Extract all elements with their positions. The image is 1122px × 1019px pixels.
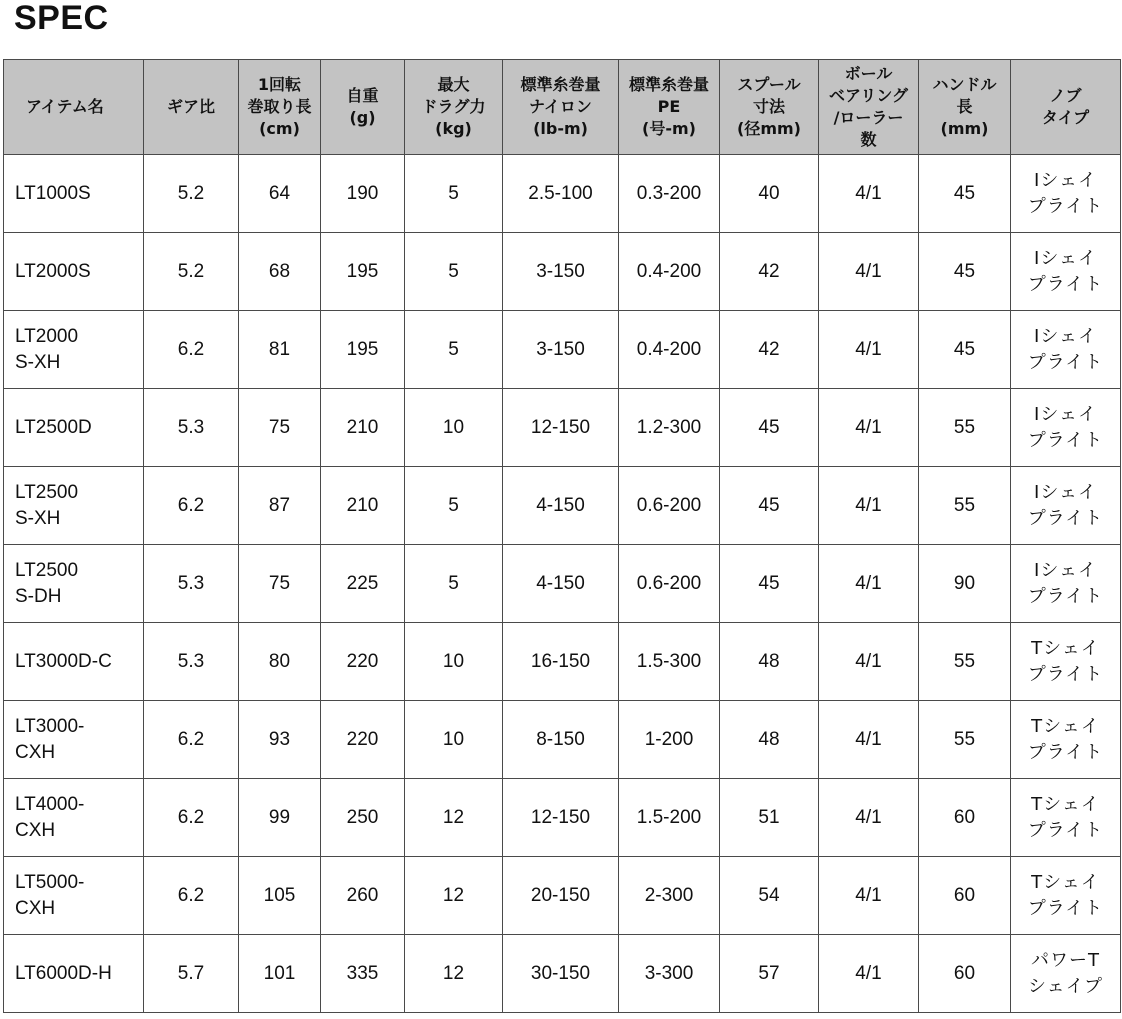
cell-knob-type: Iシェイ プライト <box>1011 155 1121 233</box>
cell-weight: 260 <box>321 857 405 935</box>
cell-spool-size: 45 <box>720 467 819 545</box>
cell-gear-ratio: 5.2 <box>144 155 239 233</box>
cell-max-drag: 5 <box>405 233 503 311</box>
cell-nylon-capacity: 20-150 <box>503 857 619 935</box>
cell-bearings: 4/1 <box>819 701 919 779</box>
cell-retrieve-length: 68 <box>239 233 321 311</box>
cell-knob-type: Iシェイ プライト <box>1011 233 1121 311</box>
spec-table <box>3 59 1121 1013</box>
cell-spool-size: 45 <box>720 389 819 467</box>
cell-retrieve-length: 101 <box>239 935 321 1013</box>
table-row <box>4 701 1121 779</box>
cell-max-drag: 10 <box>405 389 503 467</box>
table-row <box>4 857 1121 935</box>
cell-knob-type: Tシェイ プライト <box>1011 779 1121 857</box>
cell-retrieve-length: 99 <box>239 779 321 857</box>
cell-retrieve-length: 87 <box>239 467 321 545</box>
cell-max-drag: 5 <box>405 467 503 545</box>
cell-nylon-capacity: 12-150 <box>503 389 619 467</box>
table-row <box>4 545 1121 623</box>
cell-gear-ratio: 5.7 <box>144 935 239 1013</box>
cell-gear-ratio: 5.3 <box>144 623 239 701</box>
cell-max-drag: 5 <box>405 311 503 389</box>
cell-retrieve-length: 64 <box>239 155 321 233</box>
cell-pe-capacity: 1-200 <box>619 701 720 779</box>
cell-weight: 195 <box>321 311 405 389</box>
cell-retrieve-length: 105 <box>239 857 321 935</box>
col-pe-capacity-header: 標準糸巻量 PE (号-m) <box>619 60 720 155</box>
cell-bearings: 4/1 <box>819 233 919 311</box>
table-row <box>4 779 1121 857</box>
cell-spool-size: 57 <box>720 935 819 1013</box>
cell-weight: 250 <box>321 779 405 857</box>
cell-gear-ratio: 6.2 <box>144 311 239 389</box>
col-bearings-header: ボール ベアリング /ローラー 数 <box>819 60 919 155</box>
col-retrieve-length-header: 1回転 巻取り長 (cm) <box>239 60 321 155</box>
cell-bearings: 4/1 <box>819 623 919 701</box>
cell-bearings: 4/1 <box>819 389 919 467</box>
cell-weight: 210 <box>321 389 405 467</box>
cell-bearings: 4/1 <box>819 857 919 935</box>
cell-knob-type: Iシェイ プライト <box>1011 467 1121 545</box>
cell-knob-type: パワーT シェイプ <box>1011 935 1121 1013</box>
cell-item-name: LT2000 S-XH <box>4 311 144 389</box>
cell-pe-capacity: 0.4-200 <box>619 311 720 389</box>
cell-gear-ratio: 6.2 <box>144 857 239 935</box>
table-row <box>4 467 1121 545</box>
col-knob-type-header: ノブ タイプ <box>1011 60 1121 155</box>
cell-pe-capacity: 0.6-200 <box>619 467 720 545</box>
cell-spool-size: 48 <box>720 701 819 779</box>
cell-retrieve-length: 80 <box>239 623 321 701</box>
cell-gear-ratio: 6.2 <box>144 467 239 545</box>
cell-pe-capacity: 1.5-200 <box>619 779 720 857</box>
cell-item-name: LT2500 S-XH <box>4 467 144 545</box>
cell-spool-size: 40 <box>720 155 819 233</box>
cell-nylon-capacity: 8-150 <box>503 701 619 779</box>
cell-retrieve-length: 75 <box>239 545 321 623</box>
table-row <box>4 623 1121 701</box>
cell-gear-ratio: 6.2 <box>144 779 239 857</box>
col-spool-size-header: スプール 寸法 (径mm) <box>720 60 819 155</box>
cell-weight: 335 <box>321 935 405 1013</box>
table-row <box>4 935 1121 1013</box>
table-row <box>4 389 1121 467</box>
cell-handle-length: 60 <box>919 935 1011 1013</box>
cell-pe-capacity: 0.6-200 <box>619 545 720 623</box>
cell-gear-ratio: 5.3 <box>144 545 239 623</box>
cell-handle-length: 55 <box>919 389 1011 467</box>
cell-bearings: 4/1 <box>819 545 919 623</box>
cell-knob-type: Iシェイ プライト <box>1011 311 1121 389</box>
cell-spool-size: 54 <box>720 857 819 935</box>
cell-max-drag: 10 <box>405 623 503 701</box>
col-nylon-capacity-header: 標準糸巻量 ナイロン (lb-m) <box>503 60 619 155</box>
cell-pe-capacity: 1.5-300 <box>619 623 720 701</box>
cell-max-drag: 10 <box>405 701 503 779</box>
cell-item-name: LT5000- CXH <box>4 857 144 935</box>
cell-gear-ratio: 6.2 <box>144 701 239 779</box>
cell-item-name: LT2500D <box>4 389 144 467</box>
cell-handle-length: 45 <box>919 155 1011 233</box>
table-row <box>4 155 1121 233</box>
col-item-name-header: アイテム名 <box>4 60 144 155</box>
cell-max-drag: 5 <box>405 545 503 623</box>
cell-max-drag: 12 <box>405 935 503 1013</box>
cell-spool-size: 45 <box>720 545 819 623</box>
cell-weight: 220 <box>321 623 405 701</box>
cell-item-name: LT1000S <box>4 155 144 233</box>
table-row <box>4 233 1121 311</box>
cell-bearings: 4/1 <box>819 467 919 545</box>
cell-item-name: LT2500 S-DH <box>4 545 144 623</box>
cell-item-name: LT6000D-H <box>4 935 144 1013</box>
cell-handle-length: 60 <box>919 779 1011 857</box>
table-row <box>4 311 1121 389</box>
cell-weight: 210 <box>321 467 405 545</box>
cell-pe-capacity: 0.3-200 <box>619 155 720 233</box>
cell-spool-size: 42 <box>720 311 819 389</box>
cell-spool-size: 51 <box>720 779 819 857</box>
cell-retrieve-length: 75 <box>239 389 321 467</box>
cell-handle-length: 45 <box>919 233 1011 311</box>
cell-nylon-capacity: 4-150 <box>503 467 619 545</box>
cell-nylon-capacity: 30-150 <box>503 935 619 1013</box>
cell-weight: 225 <box>321 545 405 623</box>
cell-handle-length: 55 <box>919 467 1011 545</box>
cell-item-name: LT3000D-C <box>4 623 144 701</box>
cell-handle-length: 45 <box>919 311 1011 389</box>
cell-spool-size: 42 <box>720 233 819 311</box>
cell-knob-type: Tシェイ プライト <box>1011 857 1121 935</box>
cell-max-drag: 5 <box>405 155 503 233</box>
cell-weight: 190 <box>321 155 405 233</box>
cell-retrieve-length: 93 <box>239 701 321 779</box>
cell-bearings: 4/1 <box>819 935 919 1013</box>
cell-pe-capacity: 3-300 <box>619 935 720 1013</box>
col-gear-ratio-header: ギア比 <box>144 60 239 155</box>
cell-max-drag: 12 <box>405 779 503 857</box>
cell-handle-length: 55 <box>919 623 1011 701</box>
cell-item-name: LT3000- CXH <box>4 701 144 779</box>
cell-knob-type: Iシェイ プライト <box>1011 389 1121 467</box>
cell-spool-size: 48 <box>720 623 819 701</box>
cell-max-drag: 12 <box>405 857 503 935</box>
col-handle-length-header: ハンドル 長 (mm) <box>919 60 1011 155</box>
cell-handle-length: 55 <box>919 701 1011 779</box>
cell-pe-capacity: 1.2-300 <box>619 389 720 467</box>
cell-handle-length: 60 <box>919 857 1011 935</box>
cell-weight: 195 <box>321 233 405 311</box>
table-body <box>4 155 1121 1013</box>
table-header-row <box>4 60 1121 155</box>
cell-bearings: 4/1 <box>819 779 919 857</box>
cell-item-name: LT4000- CXH <box>4 779 144 857</box>
cell-nylon-capacity: 12-150 <box>503 779 619 857</box>
cell-retrieve-length: 81 <box>239 311 321 389</box>
cell-nylon-capacity: 16-150 <box>503 623 619 701</box>
cell-bearings: 4/1 <box>819 155 919 233</box>
cell-handle-length: 90 <box>919 545 1011 623</box>
cell-gear-ratio: 5.3 <box>144 389 239 467</box>
cell-knob-type: Tシェイ プライト <box>1011 623 1121 701</box>
col-weight-header: 自重 (g) <box>321 60 405 155</box>
cell-nylon-capacity: 4-150 <box>503 545 619 623</box>
cell-bearings: 4/1 <box>819 311 919 389</box>
cell-nylon-capacity: 3-150 <box>503 311 619 389</box>
cell-pe-capacity: 0.4-200 <box>619 233 720 311</box>
cell-pe-capacity: 2-300 <box>619 857 720 935</box>
cell-nylon-capacity: 2.5-100 <box>503 155 619 233</box>
page-title: SPEC <box>14 0 109 37</box>
col-max-drag-header: 最大 ドラグ力 (kg) <box>405 60 503 155</box>
cell-gear-ratio: 5.2 <box>144 233 239 311</box>
cell-knob-type: Tシェイ プライト <box>1011 701 1121 779</box>
cell-weight: 220 <box>321 701 405 779</box>
cell-item-name: LT2000S <box>4 233 144 311</box>
cell-nylon-capacity: 3-150 <box>503 233 619 311</box>
cell-knob-type: Iシェイ プライト <box>1011 545 1121 623</box>
